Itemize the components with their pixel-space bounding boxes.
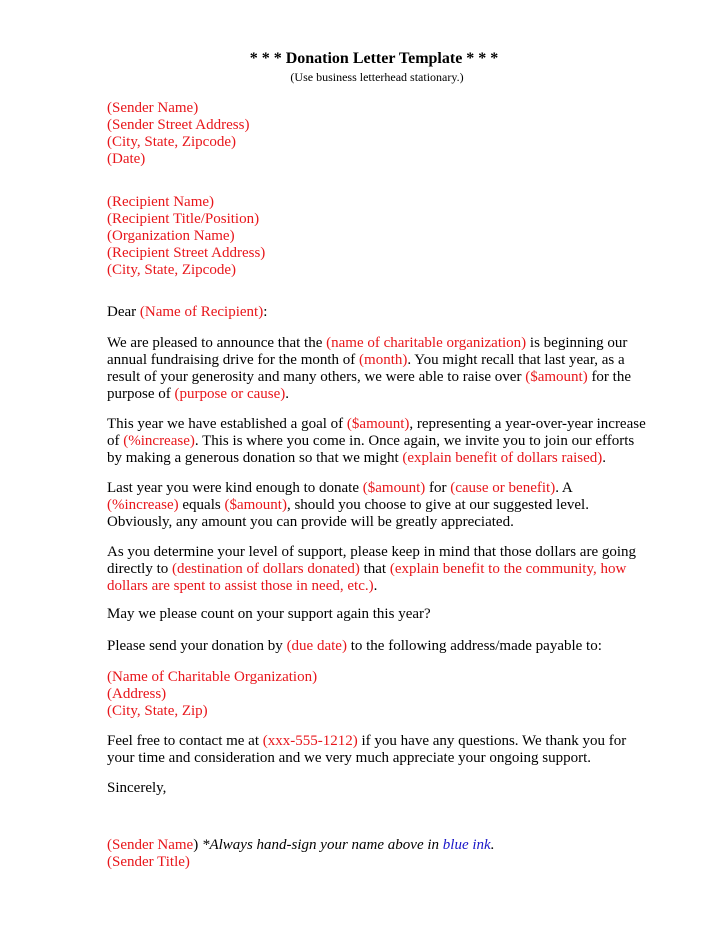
placeholder-destination: (destination of dollars donated) <box>171 561 360 577</box>
paragraph-announcement <box>107 335 647 403</box>
subtitle-text: (Use business letterhead stationary.) <box>290 70 464 84</box>
salutation <box>107 304 647 321</box>
placeholder-recipient-name: (Name of Recipient) <box>139 304 264 320</box>
blue-ink-note: blue ink <box>442 837 491 853</box>
organization-name: (Organization Name) <box>107 228 235 244</box>
paragraph-line: directly to (destination of dollars donated) that (explain benefit to the community, how <box>107 561 627 577</box>
paragraph-line: We are pleased to announce that the (name of charitable organization) is beginning our <box>107 335 628 351</box>
paragraph-request <box>107 606 647 623</box>
closing <box>107 780 647 797</box>
paragraph-line: As you determine your level of support, please keep in mind that those dollars are going <box>107 544 637 560</box>
payee-name: (Name of Charitable Organization) <box>107 669 318 685</box>
placeholder-purpose: (purpose or cause) <box>174 386 286 402</box>
payee-address: (Address) <box>107 686 167 702</box>
placeholder-cause: (cause or benefit) <box>450 480 556 496</box>
document-subtitle <box>0 70 728 84</box>
recipient-name: (Recipient Name) <box>107 194 215 210</box>
paragraph-line: your time and consideration and we very much appreciate your ongoing support. <box>107 750 592 766</box>
sender-street: (Sender Street Address) <box>107 117 250 133</box>
placeholder-sender-title: (Sender Title) <box>107 854 190 870</box>
paragraph-line: by making a generous donation so that we might (explain benefit of dollars raised). <box>107 450 607 466</box>
document-title <box>0 50 728 68</box>
signature-block <box>107 837 647 871</box>
paragraph-line: This year we have established a goal of ($amount), representing a year-over-year increase <box>107 416 646 432</box>
paragraph-send-donation <box>107 638 647 655</box>
payee-address-block <box>107 669 647 720</box>
payee-city: (City, State, Zip) <box>107 703 208 719</box>
recipient-address-block <box>107 194 647 279</box>
placeholder-percent-increase: (%increase) <box>107 497 179 513</box>
signature-line: (Sender Name) *Always hand-sign your name above in blue ink. <box>107 837 495 853</box>
paragraph-line: purpose of (purpose or cause). <box>107 386 290 402</box>
signature-instruction: *Always hand-sign your name above in <box>198 837 443 853</box>
placeholder-community-benefit-cont: dollars are spent to assist those in need, etc.) <box>107 578 374 594</box>
placeholder-amount: ($amount) <box>346 416 410 432</box>
paragraph-line: Obviously, any amount you can provide will be greatly appreciated. <box>107 514 514 530</box>
placeholder-sender-name: (Sender Name <box>107 837 194 853</box>
title-text: * * * Donation Letter Template * * * <box>249 50 499 67</box>
salutation-line: Dear (Name of Recipient): <box>107 304 268 320</box>
placeholder-community-benefit: (explain benefit to the community, how <box>389 561 627 577</box>
paragraph-line: (%increase) equals ($amount), should you choose to give at our suggested level. <box>107 497 589 513</box>
recipient-street: (Recipient Street Address) <box>107 245 266 261</box>
paragraph-line: annual fundraising drive for the month of (month). You might recall that last year, as a <box>107 352 625 368</box>
placeholder-due-date: (due date) <box>286 638 347 654</box>
paragraph-line: Last year you were kind enough to donate ($amount) for (cause or benefit). A <box>107 480 573 496</box>
placeholder-phone: (xxx-555-1212) <box>262 733 358 749</box>
paragraph-last-year <box>107 480 647 531</box>
sender-name: (Sender Name) <box>107 100 199 116</box>
paragraph-line: May we please count on your support again this year? <box>107 606 431 622</box>
placeholder-organization: (name of charitable organization) <box>326 335 527 351</box>
closing-text: Sincerely, <box>107 780 167 796</box>
recipient-city: (City, State, Zipcode) <box>107 262 236 278</box>
placeholder-amount: ($amount) <box>525 369 588 385</box>
placeholder-benefit: (explain benefit of dollars raised) <box>402 450 603 466</box>
sender-city: (City, State, Zipcode) <box>107 134 236 150</box>
sender-address-block <box>107 100 647 168</box>
placeholder-amount: ($amount) <box>224 497 287 513</box>
paragraph-contact <box>107 733 647 767</box>
recipient-title: (Recipient Title/Position) <box>107 211 260 227</box>
letter-date: (Date) <box>107 151 146 167</box>
placeholder-month: (month) <box>359 352 408 368</box>
paragraph-goal <box>107 416 647 467</box>
paragraph-line: Please send your donation by (due date) to the following address/made payable to: <box>107 638 602 654</box>
paragraph-line: result of your generosity and many others, we were able to raise over ($amount) for the <box>107 369 632 385</box>
placeholder-percent-increase: (%increase) <box>123 433 195 449</box>
placeholder-amount: ($amount) <box>362 480 426 496</box>
paragraph-line: dollars are spent to assist those in need, etc.). <box>107 578 378 594</box>
paragraph-support-level <box>107 544 647 595</box>
paragraph-line: Feel free to contact me at (xxx-555-1212) if you have any questions. We thank you for <box>107 733 627 749</box>
paragraph-line: of (%increase). This is where you come in. Once again, we invite you to join our efforts <box>107 433 635 449</box>
